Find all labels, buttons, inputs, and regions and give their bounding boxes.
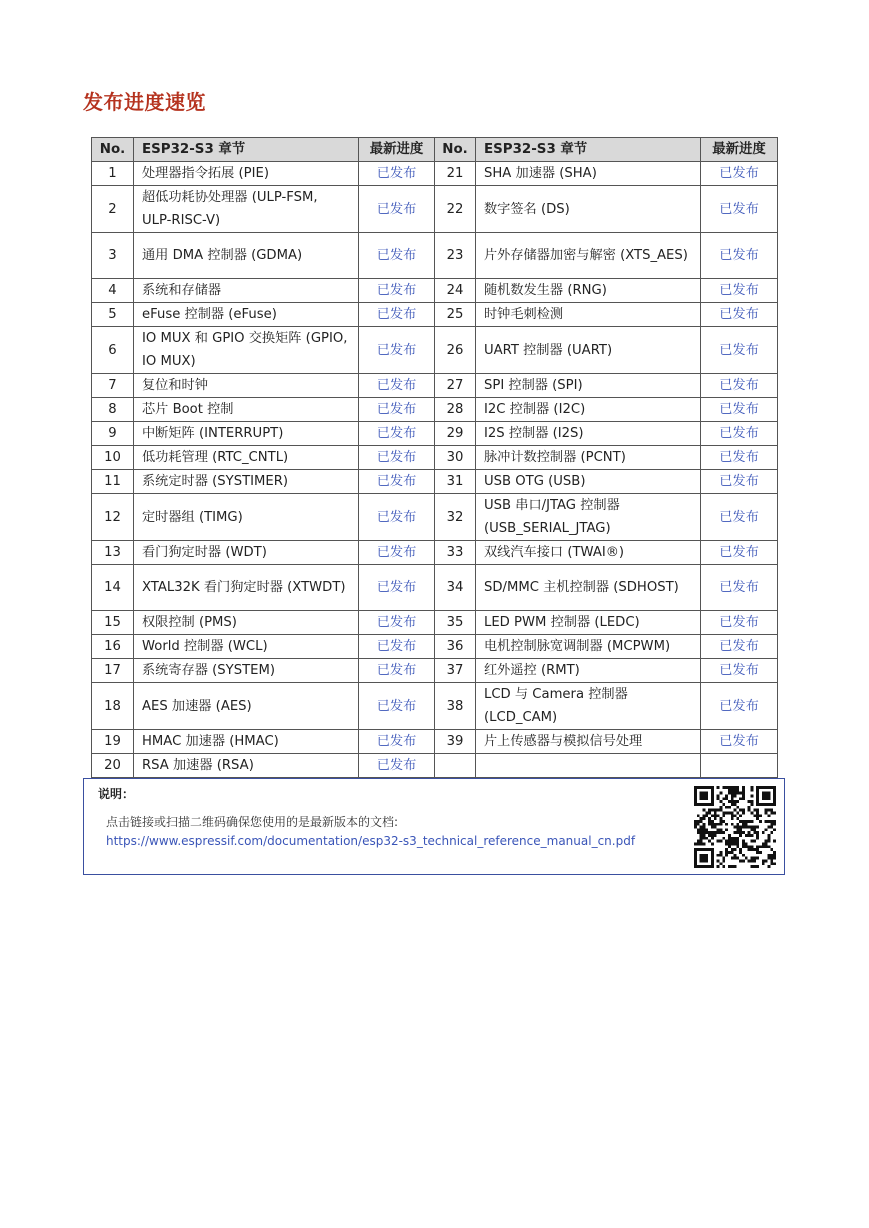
row-section: UART 控制器 (UART)	[476, 327, 701, 374]
row-section: 低功耗管理 (RTC_CNTL)	[134, 446, 359, 470]
row-status[interactable]: 已发布	[359, 494, 435, 541]
row-status[interactable]: 已发布	[701, 374, 778, 398]
row-section: 系统定时器 (SYSTIMER)	[134, 470, 359, 494]
table-row	[92, 186, 778, 233]
row-section: 数字签名 (DS)	[476, 186, 701, 233]
row-status[interactable]: 已发布	[359, 233, 435, 279]
note-box	[83, 778, 785, 875]
row-number: 26	[435, 327, 476, 374]
row-number: 14	[92, 565, 134, 611]
row-status[interactable]: 已发布	[359, 730, 435, 754]
row-status[interactable]: 已发布	[359, 611, 435, 635]
row-section: I2C 控制器 (I2C)	[476, 398, 701, 422]
row-status[interactable]: 已发布	[701, 303, 778, 327]
row-section: 片上传感器与模拟信号处理	[476, 730, 701, 754]
header-status: 最新进度	[701, 138, 778, 162]
row-status[interactable]: 已发布	[359, 754, 435, 778]
row-number: 1	[92, 162, 134, 186]
row-status[interactable]: 已发布	[701, 730, 778, 754]
row-number: 34	[435, 565, 476, 611]
row-number: 24	[435, 279, 476, 303]
row-number: 30	[435, 446, 476, 470]
table-row	[92, 470, 778, 494]
row-section: 脉冲计数控制器 (PCNT)	[476, 446, 701, 470]
row-number: 18	[92, 683, 134, 730]
row-status[interactable]: 已发布	[701, 635, 778, 659]
row-number: 31	[435, 470, 476, 494]
table-header-row	[92, 138, 778, 162]
release-progress-table	[91, 137, 778, 778]
row-status[interactable]: 已发布	[359, 541, 435, 565]
table-row	[92, 611, 778, 635]
row-section: 双线汽车接口 (TWAI®)	[476, 541, 701, 565]
row-section: XTAL32K 看门狗定时器 (XTWDT)	[134, 565, 359, 611]
row-number: 15	[92, 611, 134, 635]
qr-code-icon	[694, 786, 776, 868]
row-status[interactable]: 已发布	[359, 683, 435, 730]
row-status[interactable]: 已发布	[701, 186, 778, 233]
row-section: 红外遥控 (RMT)	[476, 659, 701, 683]
row-status[interactable]: 已发布	[701, 327, 778, 374]
row-status[interactable]: 已发布	[359, 446, 435, 470]
row-section: IO MUX 和 GPIO 交换矩阵 (GPIO, IO MUX)	[134, 327, 359, 374]
table-row	[92, 279, 778, 303]
row-number: 23	[435, 233, 476, 279]
row-number: 19	[92, 730, 134, 754]
row-number: 2	[92, 186, 134, 233]
row-status[interactable]: 已发布	[701, 398, 778, 422]
table-row	[92, 659, 778, 683]
row-status[interactable]: 已发布	[359, 470, 435, 494]
row-status[interactable]: 已发布	[359, 659, 435, 683]
row-status[interactable]: 已发布	[701, 279, 778, 303]
row-number: 9	[92, 422, 134, 446]
row-section: I2S 控制器 (I2S)	[476, 422, 701, 446]
row-number: 17	[92, 659, 134, 683]
documentation-link[interactable]: https://www.espressif.com/documentation/esp32-s3_technical_reference_manual_cn.pdf	[106, 834, 636, 848]
page-title: 发布进度速览	[83, 90, 206, 114]
row-section: LCD 与 Camera 控制器 (LCD_CAM)	[476, 683, 701, 730]
row-number: 7	[92, 374, 134, 398]
row-number: 36	[435, 635, 476, 659]
row-status[interactable]: 已发布	[359, 422, 435, 446]
table-row	[92, 398, 778, 422]
row-status[interactable]: 已发布	[359, 327, 435, 374]
table-row	[92, 635, 778, 659]
row-section: 权限控制 (PMS)	[134, 611, 359, 635]
table-row	[92, 374, 778, 398]
row-section: SPI 控制器 (SPI)	[476, 374, 701, 398]
header-section: ESP32-S3 章节	[134, 138, 359, 162]
row-number: 8	[92, 398, 134, 422]
row-status[interactable]: 已发布	[359, 162, 435, 186]
row-section: HMAC 加速器 (HMAC)	[134, 730, 359, 754]
row-status[interactable]: 已发布	[359, 303, 435, 327]
row-status[interactable]: 已发布	[701, 683, 778, 730]
row-number: 38	[435, 683, 476, 730]
row-number: 13	[92, 541, 134, 565]
row-status[interactable]: 已发布	[359, 374, 435, 398]
row-status[interactable]: 已发布	[359, 186, 435, 233]
header-section: ESP32-S3 章节	[476, 138, 701, 162]
row-section: AES 加速器 (AES)	[134, 683, 359, 730]
table-row	[92, 494, 778, 541]
row-number: 35	[435, 611, 476, 635]
row-number: 5	[92, 303, 134, 327]
row-section: 中断矩阵 (INTERRUPT)	[134, 422, 359, 446]
row-section: 定时器组 (TIMG)	[134, 494, 359, 541]
row-status[interactable]: 已发布	[359, 398, 435, 422]
row-section: USB OTG (USB)	[476, 470, 701, 494]
row-status[interactable]: 已发布	[701, 611, 778, 635]
row-number: 21	[435, 162, 476, 186]
row-section: 看门狗定时器 (WDT)	[134, 541, 359, 565]
row-number: 6	[92, 327, 134, 374]
row-section: World 控制器 (WCL)	[134, 635, 359, 659]
row-section: SHA 加速器 (SHA)	[476, 162, 701, 186]
row-status[interactable]: 已发布	[701, 541, 778, 565]
row-section: 芯片 Boot 控制	[134, 398, 359, 422]
row-status[interactable]: 已发布	[701, 233, 778, 279]
row-status[interactable]: 已发布	[701, 422, 778, 446]
row-number: 3	[92, 233, 134, 279]
note-text: 点击链接或扫描二维码确保您使用的是最新版本的文档:	[106, 815, 399, 829]
row-number: 25	[435, 303, 476, 327]
table-row	[92, 233, 778, 279]
row-section: SD/MMC 主机控制器 (SDHOST)	[476, 565, 701, 611]
row-status[interactable]	[701, 754, 778, 778]
row-number: 4	[92, 279, 134, 303]
row-number: 12	[92, 494, 134, 541]
row-number: 20	[92, 754, 134, 778]
row-status[interactable]: 已发布	[701, 565, 778, 611]
row-section: 系统寄存器 (SYSTEM)	[134, 659, 359, 683]
table-row	[92, 565, 778, 611]
table-row	[92, 541, 778, 565]
row-number: 28	[435, 398, 476, 422]
row-section: 通用 DMA 控制器 (GDMA)	[134, 233, 359, 279]
note-label: 说明：	[98, 787, 135, 801]
row-number: 32	[435, 494, 476, 541]
row-section: 时钟毛刺检测	[476, 303, 701, 327]
row-section: 超低功耗协处理器 (ULP-FSM, ULP-RISC-V)	[134, 186, 359, 233]
table-row	[92, 303, 778, 327]
table-row	[92, 683, 778, 730]
table-row	[92, 446, 778, 470]
row-status[interactable]: 已发布	[701, 470, 778, 494]
row-section: 随机数发生器 (RNG)	[476, 279, 701, 303]
row-section: eFuse 控制器 (eFuse)	[134, 303, 359, 327]
row-number: 37	[435, 659, 476, 683]
row-section: 电机控制脉宽调制器 (MCPWM)	[476, 635, 701, 659]
row-section: USB 串口/JTAG 控制器 (USB_SERIAL_JTAG)	[476, 494, 701, 541]
row-number: 27	[435, 374, 476, 398]
header-status: 最新进度	[359, 138, 435, 162]
row-status[interactable]: 已发布	[359, 565, 435, 611]
table-row	[92, 730, 778, 754]
table-row	[92, 754, 778, 778]
row-number: 29	[435, 422, 476, 446]
row-number: 16	[92, 635, 134, 659]
row-number: 33	[435, 541, 476, 565]
header-no: No.	[92, 138, 134, 162]
row-section: 处理器指令拓展 (PIE)	[134, 162, 359, 186]
header-no: No.	[435, 138, 476, 162]
table-row	[92, 422, 778, 446]
row-number: 39	[435, 730, 476, 754]
row-section: RSA 加速器 (RSA)	[134, 754, 359, 778]
row-number: 22	[435, 186, 476, 233]
row-section	[476, 754, 701, 778]
row-section: 系统和存储器	[134, 279, 359, 303]
table-row	[92, 162, 778, 186]
row-number	[435, 754, 476, 778]
row-status[interactable]: 已发布	[701, 494, 778, 541]
row-status[interactable]: 已发布	[701, 162, 778, 186]
row-section: 片外存储器加密与解密 (XTS_AES)	[476, 233, 701, 279]
table-row	[92, 327, 778, 374]
row-number: 10	[92, 446, 134, 470]
row-section: LED PWM 控制器 (LEDC)	[476, 611, 701, 635]
row-number: 11	[92, 470, 134, 494]
row-section: 复位和时钟	[134, 374, 359, 398]
row-status[interactable]: 已发布	[359, 635, 435, 659]
row-status[interactable]: 已发布	[701, 659, 778, 683]
row-status[interactable]: 已发布	[359, 279, 435, 303]
row-status[interactable]: 已发布	[701, 446, 778, 470]
